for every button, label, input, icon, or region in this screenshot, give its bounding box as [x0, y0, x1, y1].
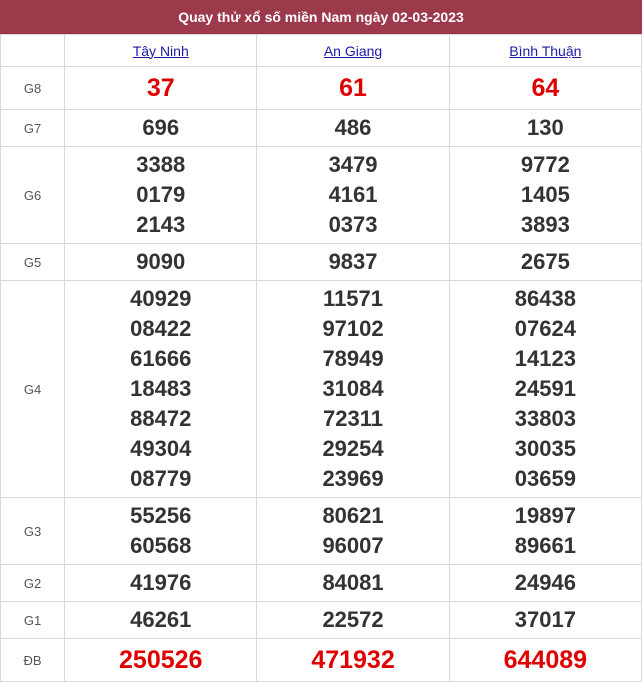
province-link-tay-ninh[interactable]: Tây Ninh	[132, 42, 189, 59]
prize-cell	[257, 147, 449, 244]
prize-number: 14123	[514, 346, 576, 371]
prize-number: 61	[339, 74, 367, 102]
prize-row	[1, 281, 642, 498]
prize-cell	[449, 498, 641, 565]
prize-number: 2675	[520, 249, 570, 274]
prize-cell	[449, 281, 641, 498]
prize-row	[1, 498, 642, 565]
prize-number: 60568	[130, 533, 192, 558]
prize-cell	[257, 565, 449, 602]
prize-cell	[65, 67, 257, 110]
prize-number: 78949	[322, 346, 384, 371]
prize-label: G1	[1, 602, 65, 639]
prize-cell	[257, 602, 449, 639]
prize-cell	[257, 639, 449, 682]
prize-cell	[65, 110, 257, 147]
prize-number: 72311	[323, 406, 384, 431]
prize-column-header	[1, 35, 65, 67]
prize-label: G8	[1, 67, 65, 110]
prize-cell	[257, 244, 449, 281]
prize-number: 486	[334, 115, 372, 140]
prize-number: 9090	[136, 249, 186, 274]
prize-number: 22572	[322, 607, 384, 632]
prize-row	[1, 110, 642, 147]
prize-number: 0373	[328, 212, 378, 237]
prize-number: 64	[531, 74, 560, 102]
prize-number: 644089	[503, 646, 588, 674]
prize-cell	[257, 110, 449, 147]
prize-row	[1, 602, 642, 639]
prize-number: 55256	[130, 503, 192, 528]
prize-number: 88472	[130, 406, 192, 431]
prize-cell	[257, 67, 449, 110]
prize-row	[1, 639, 642, 682]
prize-number: 08779	[130, 466, 192, 491]
page-title: Quay thử xổ số miền Nam ngày 02-03-2023	[0, 0, 642, 34]
prize-number: 18483	[130, 376, 192, 401]
prize-label: G7	[1, 110, 65, 147]
prize-number: 97102	[322, 316, 384, 341]
prize-label: ĐB	[1, 639, 65, 682]
prize-cell	[65, 565, 257, 602]
prize-label: G3	[1, 498, 65, 565]
prize-number: 11571	[323, 286, 384, 311]
prize-number: 84081	[322, 570, 384, 595]
prize-number: 9837	[328, 249, 378, 274]
prize-cell	[65, 147, 257, 244]
province-link-an-giang[interactable]: An Giang	[323, 42, 383, 59]
prize-cell	[65, 602, 257, 639]
prize-number: 80621	[322, 503, 384, 528]
prize-label: G6	[1, 147, 65, 244]
prize-number: 4161	[328, 182, 378, 207]
prize-number: 33803	[514, 406, 576, 431]
prize-cell	[65, 498, 257, 565]
prize-number: 130	[526, 115, 564, 140]
prize-number: 250526	[119, 646, 203, 674]
prize-cell	[257, 281, 449, 498]
prize-number: 3388	[136, 152, 186, 177]
prize-number: 49304	[130, 436, 192, 461]
prize-number: 0179	[136, 182, 186, 207]
prize-cell	[449, 147, 641, 244]
prize-row	[1, 244, 642, 281]
prize-number: 37	[146, 74, 175, 102]
prize-number: 40929	[130, 286, 192, 311]
prize-cell	[449, 244, 641, 281]
prize-number: 89661	[514, 533, 576, 558]
prize-number: 03659	[514, 466, 576, 491]
prize-cell	[449, 639, 641, 682]
prize-cell	[65, 639, 257, 682]
prize-number: 23969	[322, 466, 384, 491]
prize-number: 30035	[514, 436, 576, 461]
prize-number: 61666	[130, 346, 192, 371]
prize-number: 2143	[136, 212, 186, 237]
province-header	[449, 35, 641, 67]
prize-label: G4	[1, 281, 65, 498]
province-header	[65, 35, 257, 67]
prize-cell	[65, 244, 257, 281]
prize-number: 471932	[311, 646, 395, 674]
prize-number: 3479	[328, 152, 378, 177]
prize-number: 24946	[514, 570, 576, 595]
prize-cell	[449, 565, 641, 602]
prize-number: 07624	[514, 316, 576, 341]
province-link-binh-thuan[interactable]: Bình Thuận	[509, 42, 582, 59]
prize-row	[1, 147, 642, 244]
prize-number: 31084	[322, 376, 384, 401]
prize-number: 19897	[514, 503, 576, 528]
prize-cell	[449, 67, 641, 110]
prize-label: G2	[1, 565, 65, 602]
prize-number: 696	[142, 115, 180, 140]
prize-number: 9772	[520, 152, 570, 177]
prize-number: 3893	[520, 212, 570, 237]
province-header-row	[1, 35, 642, 67]
prize-number: 86438	[514, 286, 576, 311]
prize-row	[1, 67, 642, 110]
prize-cell	[449, 602, 641, 639]
prize-row	[1, 565, 642, 602]
results-table	[0, 34, 642, 682]
prize-number: 37017	[514, 607, 576, 632]
prize-cell	[449, 110, 641, 147]
prize-cell	[65, 281, 257, 498]
prize-label: G5	[1, 244, 65, 281]
prize-number: 1405	[520, 182, 570, 207]
province-header	[257, 35, 449, 67]
prize-number: 24591	[514, 376, 576, 401]
prize-number: 46261	[130, 607, 192, 632]
prize-number: 08422	[130, 316, 192, 341]
prize-cell	[257, 498, 449, 565]
prize-number: 41976	[130, 570, 192, 595]
prize-number: 96007	[322, 533, 384, 558]
prize-number: 29254	[322, 436, 384, 461]
